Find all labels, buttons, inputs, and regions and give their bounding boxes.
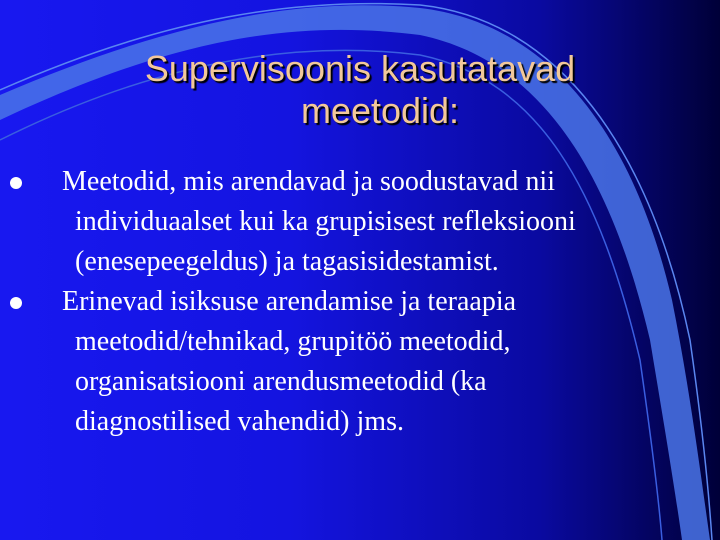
bullet-item-1 xyxy=(62,162,702,282)
bullet-2-line-3: organisatsiooni arendusmeetodid (ka xyxy=(75,366,487,397)
bullet-1-line-1: Meetodid, mis arendavad ja soodustavad nii xyxy=(62,166,555,197)
slide-title xyxy=(20,48,700,132)
bullet-2-line-2: meetodid/tehnikad, grupitöö meetodid, xyxy=(75,326,511,357)
bullet-2-line-4: diagnostilised vahendid) jms. xyxy=(75,406,404,437)
filled-circle-bullet-icon xyxy=(10,177,22,189)
bullet-2-line-1: Erinevad isiksuse arendamise ja teraapia xyxy=(62,286,517,317)
bullet-1-line-3: (enesepeegeldus) ja tagasisidestamist. xyxy=(75,246,499,277)
slide-title-line-1: Supervisoonis kasutatavad xyxy=(144,48,576,89)
bullet-1-line-2: individuaalset kui ka grupisisest refleksiooni xyxy=(75,206,576,237)
filled-circle-bullet-icon xyxy=(10,297,22,309)
slide-title-line-2: meetodid: xyxy=(300,90,460,131)
bullet-item-2 xyxy=(62,282,702,442)
bullet-list xyxy=(62,162,702,442)
